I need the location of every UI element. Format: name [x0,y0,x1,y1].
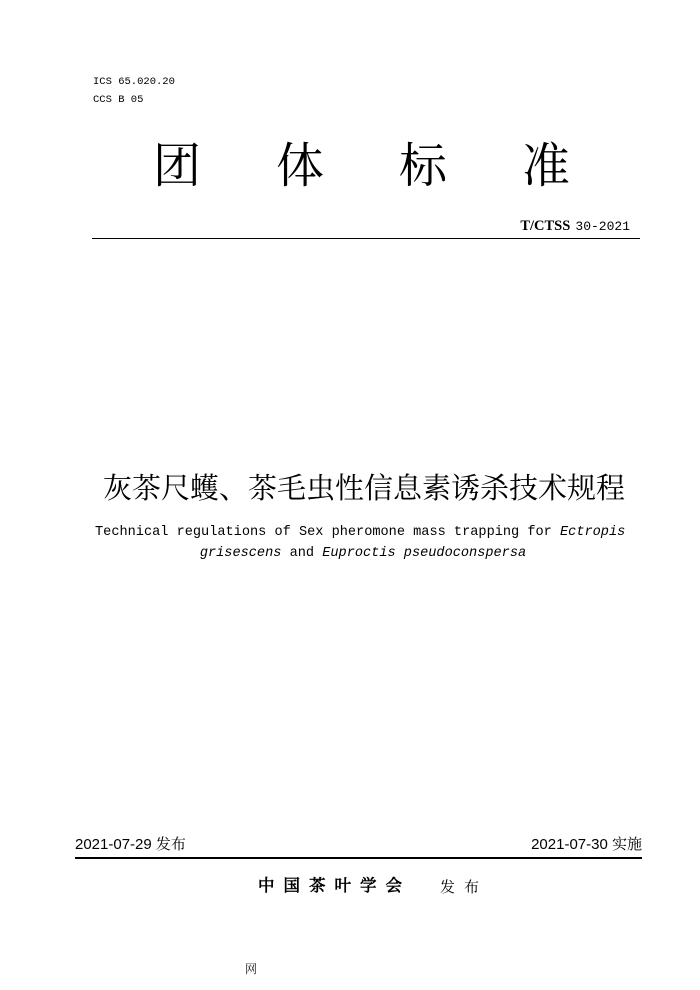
header-divider [92,238,640,239]
standard-code-prefix: T/CTSS [520,218,571,234]
publish-date [75,835,186,855]
standard-code-number: 30-2021 [575,219,630,234]
title-en-genus-1: Ectropis [560,525,626,540]
publish-date-value: 2021-07-29 [75,836,152,853]
standard-type-heading: 团体标准 [153,138,646,194]
ics-code: ICS 65.020.20 [93,76,175,88]
footer-divider [75,857,642,859]
document-title-en [95,522,631,564]
ccs-code: CCS B 05 [93,94,144,106]
publisher-label: 发布 [440,878,489,896]
implement-date-value: 2021-07-30 [531,836,608,853]
title-en-main-text: Technical regulations of Sex pheromone mass trapping for [95,525,552,540]
title-en-species-2: Euproctis pseudoconspersa [322,546,527,561]
title-en-line-1 [95,522,631,543]
title-en-conjunction: and [289,546,315,561]
implement-date [531,835,642,855]
publisher-name: 中国茶叶学会 [258,876,411,895]
standard-code [520,216,630,236]
document-title-zh: 灰茶尺蠖、茶毛虫性信息素诱杀技术规程 [102,471,625,505]
title-en-species-1: grisescens [199,546,282,561]
title-en-line-2 [95,543,631,564]
publish-date-label: 发布 [155,836,186,853]
footer-mark: 网 [245,962,258,976]
implement-date-label: 实施 [611,836,642,853]
